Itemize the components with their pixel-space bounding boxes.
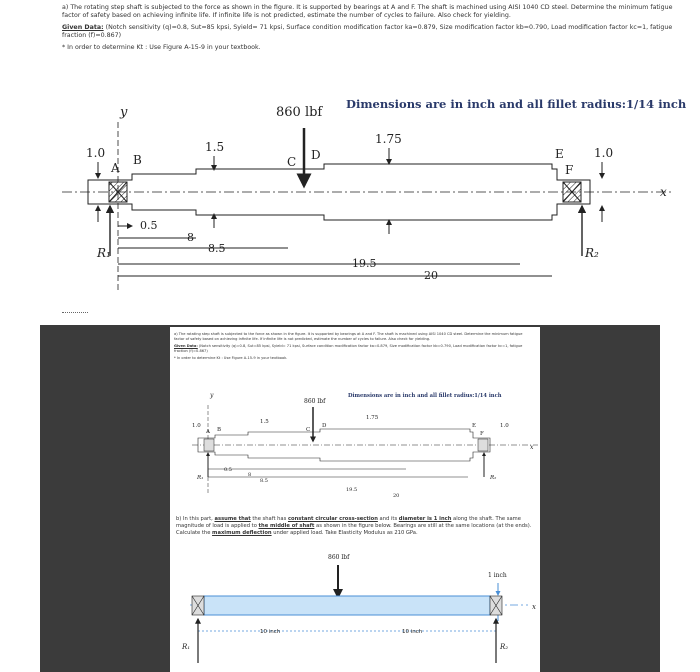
point-f: F (565, 163, 574, 177)
embedded-given-values: (Notch sensitivity (q)=0.8, Sut=85 kpsi, Syield= 71 kpsi, Surface condition modification factor ka=0.879, Size modification factor kb=0.790, Load modification factor kc=1, fatigue fraction (f)=0.867) (174, 344, 523, 353)
separator (62, 312, 88, 313)
given-label: Given Data: (62, 24, 104, 31)
embedded-pt-a: A (206, 429, 210, 435)
kt-note: * In order to determine Kt : Use Figure A-15-9 in your textbook. (62, 44, 261, 51)
embedded-note: * In order to determine Kt : Use Figure A-15-9 in your textbook. (174, 356, 288, 360)
figure-title: Dimensions are in inch and all fillet radius:1/14 inch (346, 97, 687, 111)
x-axis-label: x (660, 185, 667, 199)
part-b-pre: b) In this part, (176, 516, 215, 522)
embedded-r1: R₁ (197, 475, 204, 481)
embedded-pt-f: F (480, 431, 484, 437)
point-b: B (133, 153, 142, 167)
embedded-dim-05: 0.5 (224, 467, 232, 473)
shaft-figure (0, 0, 700, 310)
given-values: (Notch sensitivity (q)=0.8, Sut=85 kpsi, Syield= 71 kpsi, Surface condition modification factor ka=0.879, Size modification factor kb=0.790, Load modification factor kc=1, fatigue fraction (f)=0.867) (62, 24, 673, 39)
question-intro: a) The rotating step shaft is subjected to the force as shown in the figure. It is supported by bearings at A and F. The shaft is machined using AISI 1040 CD steel. Determine the minimum fatigue factor of safety based on achieving infinite life. If infinite life is not predicted, estimate the number of cycles to failure. Also check for yielding. (62, 4, 673, 19)
embedded-dim-85: 8.5 (260, 478, 268, 484)
dia-mid-label: 1.75 (375, 132, 402, 146)
point-c: C (287, 155, 297, 169)
dia-right-label: 1.0 (594, 146, 614, 160)
part-b-final: under applied load. Take Elasticity Modulus as 210 GPa. (271, 530, 418, 536)
embedded-pt-e: E (472, 423, 477, 429)
dim-19-5: 19.5 (352, 257, 377, 270)
embedded-figure-title: Dimensions are in inch and all fillet radius:1/14 inch (348, 393, 502, 399)
part-b-mid3: along the shaft. The same magnitude of load is applied to (176, 516, 521, 529)
part-b-mid2: and its (377, 516, 399, 522)
part-b-middle: the middle of shaft (258, 523, 315, 529)
part-b-r1: R₁ (182, 643, 191, 651)
part-b-diam: diameter is 1 inch (398, 516, 452, 522)
embedded-pt-d: D (322, 423, 327, 429)
dim-8-5: 8.5 (208, 242, 226, 255)
embedded-shaft-figure (170, 385, 540, 515)
part-b-x-label: x (532, 603, 536, 611)
embedded-pt-b: B (217, 427, 222, 433)
embedded-d-ab: 1.5 (260, 419, 269, 425)
reaction-r2-label: R₂ (585, 246, 599, 260)
dim-8: 8 (187, 231, 194, 244)
embedded-question-text (174, 332, 534, 361)
part-b-r2: R₂ (500, 643, 509, 651)
part-b-dia-label: 1 inch (488, 572, 507, 579)
part-b-load-label: 860 lbf (328, 554, 350, 561)
part-b-end: as shown in the figure below. Bearings are still at the same locations (at the ends). Calculate the (176, 523, 532, 536)
embedded-y-label: y (210, 392, 214, 399)
point-a: A (111, 161, 120, 175)
embedded-dim-195: 19.5 (346, 487, 358, 493)
part-b-shaft (204, 596, 490, 615)
embedded-d-right: 1.0 (500, 423, 509, 429)
dia-left-label: 1.0 (86, 146, 106, 160)
dia-ab-label: 1.5 (205, 140, 225, 154)
reaction-r1-label: R₁ (97, 246, 111, 260)
part-b-maxdef: maximum deflection (212, 530, 272, 536)
dim-0-5: 0.5 (140, 219, 158, 232)
part-b-len-left: 10 inch (260, 629, 281, 635)
part-b-len-right: 10 inch (402, 629, 423, 635)
embedded-dim-8: 8 (248, 472, 252, 478)
y-axis-label: y (120, 105, 128, 120)
part-b-mid: the shaft has (250, 516, 288, 522)
embedded-r2: R₂ (490, 475, 497, 481)
part-b-text (176, 516, 532, 537)
embedded-given-label: Given Data: (174, 344, 198, 348)
point-d: D (311, 148, 321, 162)
embedded-pt-c: C (306, 427, 311, 433)
embedded-x-label: x (530, 444, 534, 451)
part-b-const: constant circular cross-section (287, 516, 378, 522)
part-b-figure (170, 545, 540, 672)
embedded-load-label: 860 lbf (304, 398, 326, 405)
point-e: E (555, 147, 564, 161)
embedded-intro: a) The rotating step shaft is subjected to the force as shown in the figure. It is supported by bearings at A and F. The shaft is machined using AISI 1040 CD steel. Determine the minimum fatigue factor of safety based on achieving infinite life. If infinite life is not predicted, estimate the number of cycles to failure. Also check for yielding. (174, 332, 523, 341)
part-b-assume: assume that (214, 516, 251, 522)
embedded-d-mid: 1.75 (366, 415, 379, 421)
load-label: 860 lbf (276, 105, 323, 120)
embedded-d-left: 1.0 (192, 423, 201, 429)
embedded-dim-20: 20 (393, 493, 400, 499)
dim-20: 20 (424, 269, 438, 282)
